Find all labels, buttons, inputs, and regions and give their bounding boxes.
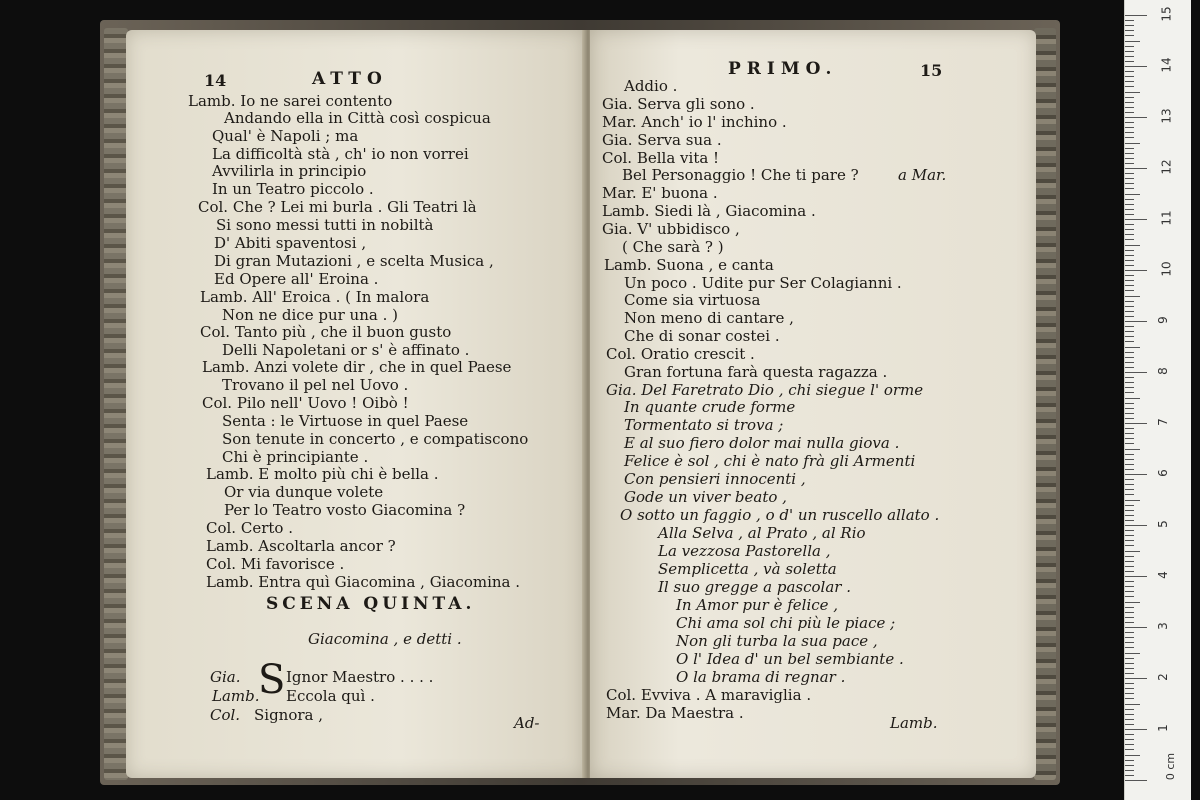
ruler-tick [1125,576,1147,577]
ruler-tick [1125,500,1140,501]
text-line: Si sono messi tutti in nobiltà [216,216,434,234]
ruler-number: 2 [1155,673,1170,681]
ruler-tick [1125,494,1134,495]
ruler-tick [1125,97,1134,98]
text-line: Bel Personaggio ! Che ti pare ? [622,166,859,184]
ruler-tick [1125,107,1134,108]
text-line: Semplicetta , và soletta [658,560,837,578]
ruler-tick [1125,510,1134,511]
ruler-tick [1125,250,1134,251]
ruler-tick [1125,744,1134,745]
ruler-tick [1125,275,1134,276]
text-line: Lamb. All' Eroica . ( In malora [200,288,430,306]
ruler-tick [1125,734,1134,735]
ruler-tick [1125,137,1134,138]
stage-direction: a Mar. [898,166,947,184]
ruler-tick [1125,260,1134,261]
ruler-number: 14 [1159,57,1174,73]
ruler-tick [1125,56,1134,57]
ruler-tick [1125,556,1134,557]
ruler-number: 12 [1159,159,1174,175]
text-line: Col. Tanto più , che il buon gusto [200,323,452,341]
ruler-tick [1125,311,1134,312]
ruler-tick [1125,127,1134,128]
ruler-tick [1125,627,1147,628]
ruler-number: 13 [1159,108,1174,124]
ruler-tick [1125,280,1134,281]
ruler-tick [1125,377,1134,378]
ruler-number: 6 [1155,469,1170,477]
ruler-tick [1125,168,1147,169]
ruler-tick [1125,525,1147,526]
ruler-tick [1125,51,1134,52]
ruler-tick [1125,35,1134,36]
ruler-number: 15 [1159,6,1174,22]
text-line: Gia. V' ubbidisco , [602,220,740,238]
ruler-tick [1125,92,1140,93]
ruler-tick [1125,117,1147,118]
ruler-number: 5 [1155,520,1170,528]
scene-characters: Giacomina , e detti . [308,630,462,648]
ruler-tick [1125,714,1134,715]
ruler-tick [1125,15,1147,16]
ruler-tick [1125,454,1134,455]
ruler-tick [1125,673,1134,674]
ruler-tick [1125,316,1134,317]
ruler-tick [1125,229,1134,230]
text-line: O sotto un faggio , o d' un ruscello allato . [620,506,940,524]
ruler-tick [1125,683,1134,684]
ruler-number: 1 [1155,724,1170,732]
text-line: Col. Pilo nell' Uovo ! Oibò ! [202,394,409,412]
ruler-tick [1125,163,1134,164]
ruler-tick [1125,219,1147,220]
text-line: Lamb. Siedi là , Giacomina . [602,202,816,220]
ruler-tick [1125,596,1134,597]
ruler-tick [1125,408,1134,409]
drop-cap: S [258,657,286,703]
text-line: In quante crude forme [624,398,796,416]
ruler-tick [1125,561,1134,562]
ruler-tick [1125,749,1134,750]
ruler-tick [1125,637,1134,638]
ruler-tick [1125,209,1134,210]
ruler-tick [1125,505,1134,506]
text-line: Col. Mi favorisce . [206,555,345,573]
ruler-tick [1125,642,1134,643]
dialogue-text: Signora , [254,706,324,724]
text-line: Col. Bella vita ! [602,149,720,167]
ruler-tick [1125,775,1134,776]
page-number-right: 15 [920,61,943,80]
ruler-tick [1125,214,1134,215]
ruler-number: 4 [1155,571,1170,579]
ruler-tick [1125,729,1147,730]
dialogue-text: Eccola quì . [286,687,375,705]
ruler-tick [1125,71,1134,72]
ruler-tick [1125,296,1140,297]
text-line: Addio . [624,77,678,95]
ruler-tick [1125,724,1134,725]
text-line: Alla Selva , al Prato , al Rio [658,524,866,542]
ruler-tick [1125,704,1140,705]
text-line: Chi ama sol chi più le piace ; [676,614,896,632]
ruler-tick [1125,438,1134,439]
ruler-tick [1125,688,1134,689]
ruler-tick [1125,398,1140,399]
ruler-tick [1125,153,1134,154]
text-line: Ed Opere all' Eroina . [214,270,379,288]
text-line: Col. Certo . [206,519,293,537]
text-line: La difficoltà stà , ch' io non vorrei [212,145,469,163]
text-line: Lamb. Entra quì Giacomina , Giacomina . [206,573,521,591]
text-line: Lamb. Io ne sarei contento [188,92,393,110]
ruler-tick [1125,591,1134,592]
ruler-tick [1125,30,1134,31]
ruler-tick [1125,194,1140,195]
ruler-tick [1125,780,1147,781]
ruler-tick [1125,66,1147,67]
text-line: Senta : le Virtuose in quel Paese [222,412,469,430]
text-line: Tormentato si trova ; [624,416,784,434]
ruler-tick [1125,41,1140,42]
text-line: Non gli turba la sua pace , [676,632,878,650]
text-line: Gran fortuna farà questa ragazza . [624,363,888,381]
ruler-tick [1125,76,1134,77]
ruler-tick [1125,321,1147,322]
speaker-label: Lamb. [212,687,260,705]
ruler-tick [1125,668,1134,669]
ruler-tick [1125,265,1134,266]
text-line: Col. Oratio crescit . [606,345,755,363]
ruler-tick [1125,347,1140,348]
text-line: Lamb. E molto più chi è bella . [206,465,439,483]
ruler-tick [1125,290,1134,291]
ruler-tick [1125,647,1134,648]
text-line: Gia. Serva sua . [602,131,722,149]
ruler-tick [1125,46,1134,47]
text-line: La vezzosa Pastorella , [658,542,831,560]
ruler-tick [1125,204,1134,205]
ruler-tick [1125,663,1134,664]
speaker-label: Col. [210,706,241,724]
ruler-tick [1125,188,1134,189]
ruler-tick [1125,566,1134,567]
text-line: Felice è sol , chi è nato frà gli Armenti [624,452,916,470]
ruler-tick [1125,423,1147,424]
ruler-tick [1125,357,1134,358]
ruler-tick [1125,418,1134,419]
text-line: Gia. Serva gli sono . [602,95,755,113]
text-line: O l' Idea d' un bel sembiante . [676,650,904,668]
ruler-tick [1125,224,1134,225]
ruler-tick [1125,653,1140,654]
scene-title: SCENA QUINTA. [266,594,476,614]
ruler-tick [1125,367,1134,368]
ruler-tick [1125,755,1140,756]
right-page [590,30,1036,778]
ruler-tick [1125,413,1134,414]
ruler-tick [1125,270,1147,271]
ruler-tick [1125,443,1134,444]
text-line: Chi è principiante . [222,448,369,466]
ruler-tick [1125,459,1134,460]
ruler-tick [1125,362,1134,363]
ruler-tick [1125,143,1140,144]
ruler-tick [1125,433,1134,434]
text-line: Un poco . Udite pur Ser Colagianni . [624,274,902,292]
ruler-tick [1125,403,1134,404]
ruler-tick [1125,571,1134,572]
ruler-tick [1125,464,1134,465]
ruler-tick [1125,760,1134,761]
ruler-tick [1125,515,1134,516]
text-line: Lamb. Suona , e canta [604,256,774,274]
text-line: Lamb. Ascoltarla ancor ? [206,537,396,555]
text-line: Mar. Da Maestra . [606,704,744,722]
ruler-number: 8 [1155,367,1170,375]
text-line: Col. Evviva . A maraviglia . [606,686,812,704]
ruler-tick [1125,545,1134,546]
ruler-tick [1125,770,1134,771]
ruler-tick [1125,245,1140,246]
ruler-tick [1125,479,1134,480]
ruler-tick [1125,239,1134,240]
ruler-tick [1125,658,1134,659]
text-line: In Amor pur è felice , [676,596,839,614]
ruler-tick [1125,484,1134,485]
right-cover-edge [1034,28,1056,780]
running-header-left: ATTO [312,69,388,89]
text-line: Non ne dice pur una . ) [222,306,398,324]
left-cover-edge [104,28,128,780]
ruler-tick [1125,489,1134,490]
text-line: Gia. Del Faretrato Dio , chi siegue l' orme [606,381,924,399]
ruler-tick [1125,392,1134,393]
ruler-tick [1125,612,1134,613]
ruler-tick [1125,540,1134,541]
ruler-tick [1125,86,1134,87]
ruler-tick [1125,469,1134,470]
ruler-unit-label: 0 cm [1164,752,1178,781]
ruler-tick [1125,331,1134,332]
text-line: Qual' è Napoli ; ma [212,127,359,145]
ruler-tick [1125,428,1134,429]
ruler-tick [1125,372,1147,373]
text-line: Lamb. Anzi volete dir , che in quel Paese [202,358,512,376]
ruler-tick [1125,474,1147,475]
ruler-tick [1125,102,1134,103]
ruler-tick [1125,132,1134,133]
ruler-tick [1125,183,1134,184]
speaker-label: Gia. [210,668,241,686]
dialogue-text: Ignor Maestro . . . . [286,668,434,686]
ruler-tick [1125,158,1134,159]
text-line: Andando ella in Città così cospicua [224,109,491,127]
ruler-number: 7 [1155,418,1170,426]
text-line: O la brama di regnar . [676,668,846,686]
text-line: Non meno di cantare , [624,309,794,327]
ruler-tick [1125,678,1147,679]
ruler-tick [1125,255,1134,256]
text-line: Son tenute in concerto , e compatiscono [222,430,529,448]
ruler-tick [1125,178,1134,179]
ruler-tick [1125,739,1134,740]
ruler-tick [1125,602,1140,603]
ruler-tick [1125,61,1134,62]
ruler-tick [1125,387,1134,388]
catchword: Lamb. [890,714,938,732]
text-line: D' Abiti spaventosi , [214,234,367,252]
ruler-tick [1125,173,1134,174]
ruler-tick [1125,199,1134,200]
page-number-left: 14 [204,71,227,90]
ruler-tick [1125,617,1134,618]
text-line: Di gran Mutazioni , e scelta Musica , [214,252,494,270]
text-line: Gode un viver beato , [624,488,787,506]
ruler-tick [1125,765,1134,766]
running-header-right: PRIMO. [728,59,838,79]
measurement-ruler [1124,0,1191,800]
text-line: Col. Che ? Lei mi burla . Gli Teatri là [198,198,477,216]
ruler-tick [1125,301,1134,302]
ruler-tick [1125,25,1134,26]
text-line: Con pensieri innocenti , [624,470,806,488]
ruler-tick [1125,148,1134,149]
ruler-number: 3 [1155,622,1170,630]
ruler-tick [1125,234,1134,235]
text-line: Come sia virtuosa [624,291,761,309]
ruler-tick [1125,551,1140,552]
ruler-tick [1125,382,1134,383]
ruler-number: 11 [1159,210,1174,226]
text-line: Per lo Teatro vosto Giacomina ? [224,501,466,519]
ruler-tick [1125,352,1134,353]
ruler-tick [1125,449,1140,450]
text-line: ( Che sarà ? ) [622,238,724,256]
ruler-tick [1125,306,1134,307]
left-page [126,30,584,778]
ruler-tick [1125,535,1134,536]
ruler-tick [1125,20,1134,21]
text-line: Mar. Anch' io l' inchino . [602,113,787,131]
ruler-tick [1125,341,1134,342]
ruler-tick [1125,285,1134,286]
text-line: Mar. E' buona . [602,184,718,202]
text-line: Avvilirla in principio [212,162,367,180]
ruler-tick [1125,81,1134,82]
ruler-tick [1125,709,1134,710]
text-line: Delli Napoletani or s' è affinato . [222,341,470,359]
ruler-number: 10 [1159,261,1174,277]
ruler-tick [1125,520,1134,521]
text-line: Trovano il pel nel Uovo . [222,376,409,394]
ruler-tick [1125,607,1134,608]
ruler-number: 9 [1155,316,1170,324]
text-line: Che di sonar costei . [624,327,780,345]
ruler-tick [1125,586,1134,587]
text-line: Il suo gregge a pascolar . [658,578,851,596]
ruler-tick [1125,326,1134,327]
ruler-tick [1125,112,1134,113]
ruler-tick [1125,632,1134,633]
text-line: Or via dunque volete [224,483,384,501]
text-line: In un Teatro piccolo . [212,180,374,198]
ruler-tick [1125,122,1134,123]
ruler-tick [1125,719,1134,720]
ruler-tick [1125,698,1134,699]
ruler-tick [1125,622,1134,623]
ruler-tick [1125,693,1134,694]
catchword: Ad- [514,714,540,732]
ruler-tick [1125,530,1134,531]
text-line: E al suo fiero dolor mai nulla giova . [624,434,900,452]
ruler-tick [1125,581,1134,582]
ruler-tick [1125,336,1134,337]
